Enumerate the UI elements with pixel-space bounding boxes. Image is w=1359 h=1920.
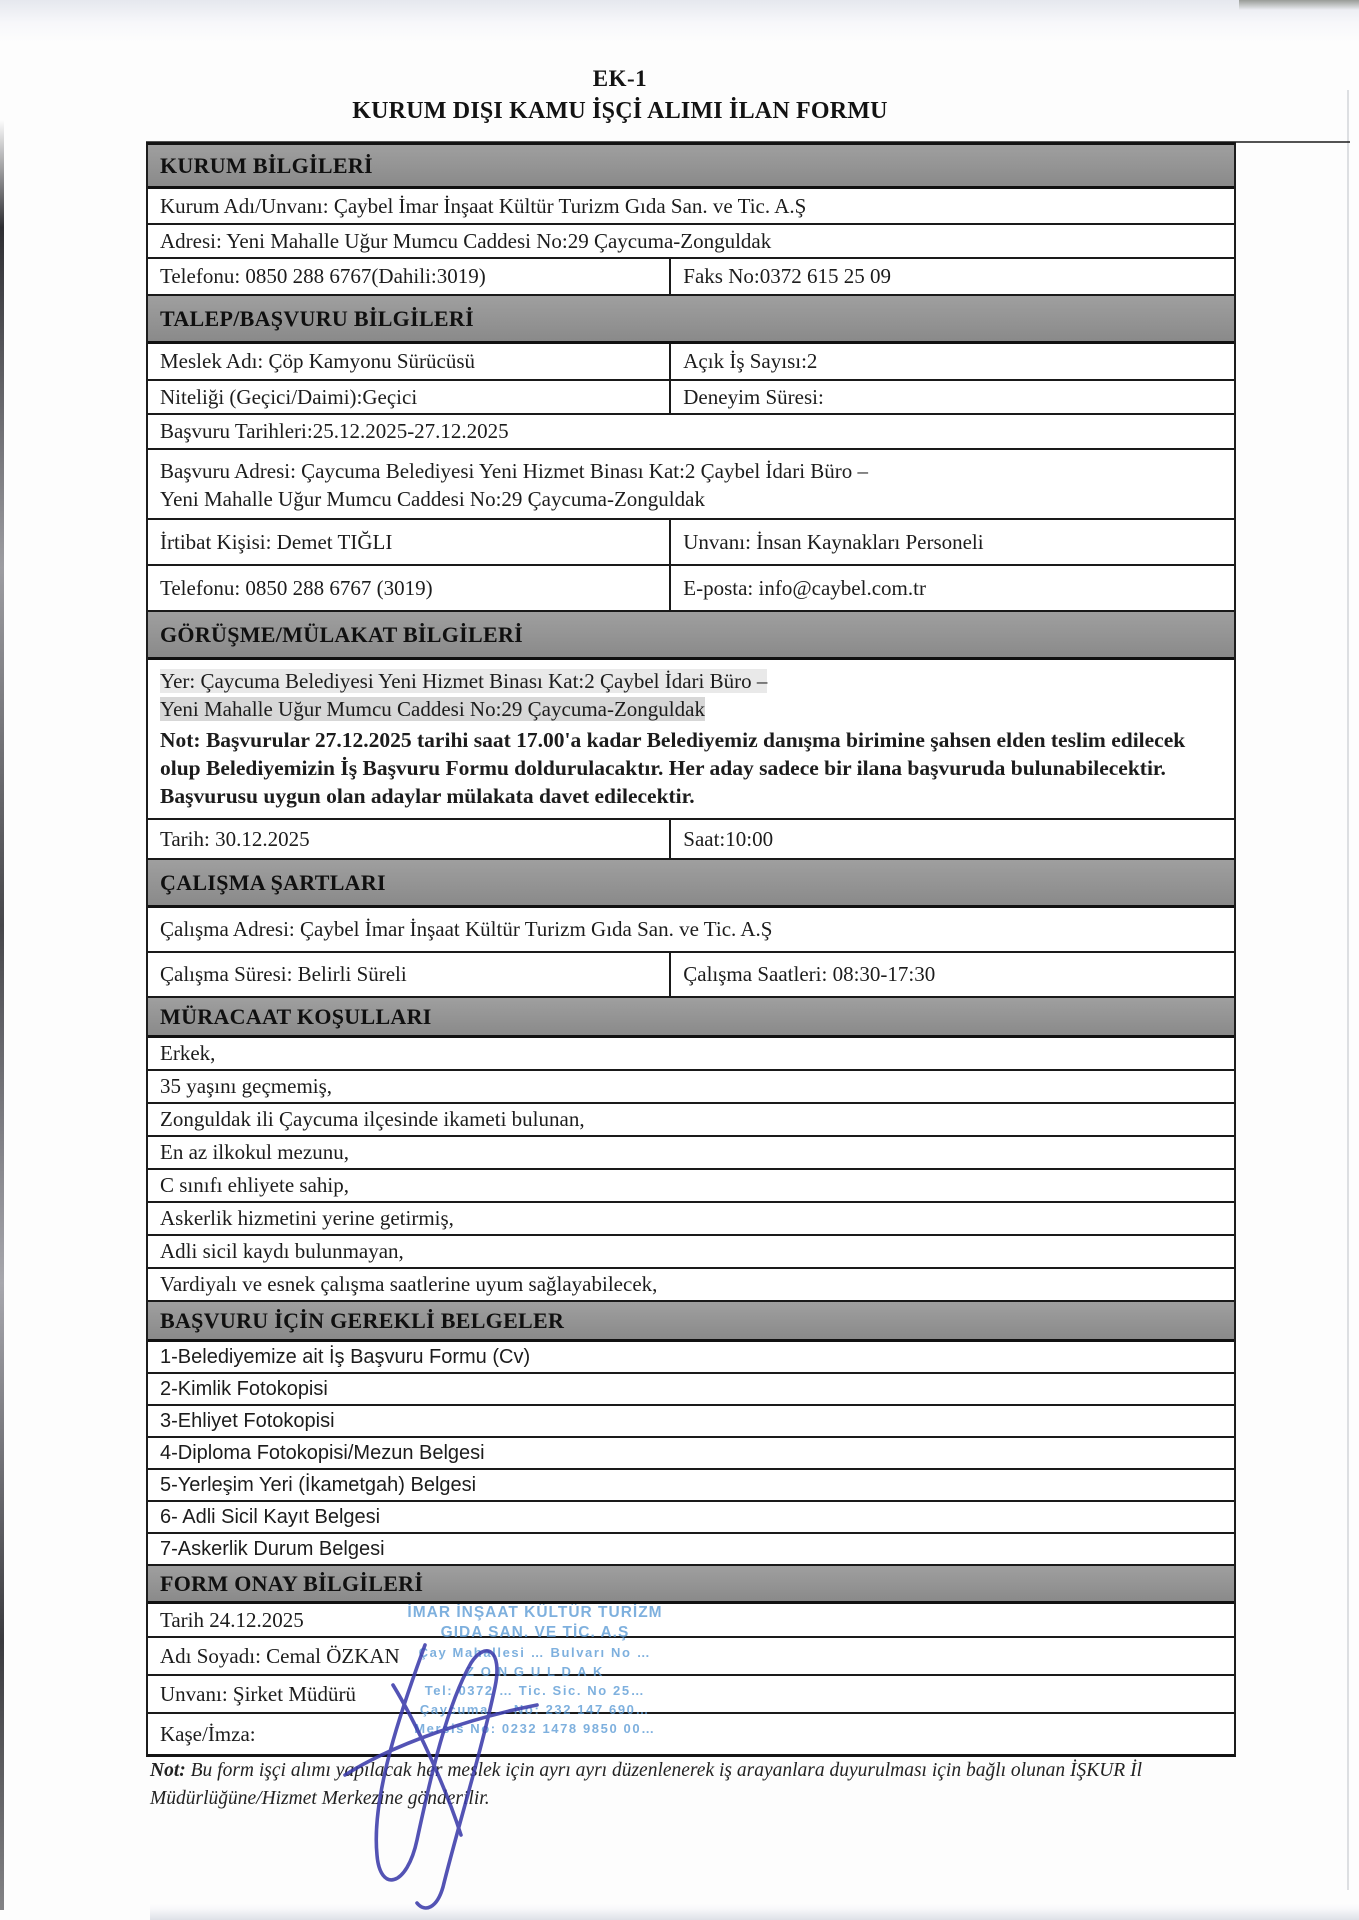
muracaat-text: Vardiyalı ve esnek çalışma saatlerine uyum sağlayabilecek, <box>160 1272 658 1296</box>
muracaat-text: Askerlik hizmetini yerine getirmiş, <box>160 1206 454 1230</box>
muracaat-item <box>148 1104 1234 1137</box>
field-calisma-suresi: Çalışma Süresi: Belirli Süreli <box>160 962 407 986</box>
row-basvuru-adresi <box>148 450 1234 520</box>
section-header-muracaat-kosullari <box>148 998 1234 1038</box>
muracaat-item <box>148 1236 1234 1269</box>
cell-acik-is <box>669 344 1234 379</box>
stamp-line: Çay Mahallesi … Bulvarı No … <box>418 1645 652 1660</box>
row-kurum-adi <box>148 189 1234 225</box>
cell-calisma-suresi <box>148 953 669 996</box>
cell-irtibat <box>148 520 669 564</box>
row-nitelik-deneyim <box>148 381 1234 415</box>
field-kase-imza: Kaşe/İmza: <box>160 1721 256 1746</box>
page-edge-line <box>1347 90 1349 1890</box>
stamp-line: Z O N G U L D A K <box>466 1664 604 1679</box>
cell-telefon <box>148 259 669 294</box>
row-adres <box>148 225 1234 259</box>
field-onay-tarih: Tarih 24.12.2025 <box>160 1607 304 1632</box>
field-mulakat-tarih: Tarih: 30.12.2025 <box>160 826 310 851</box>
section-header-calisma-sartlari <box>148 860 1234 908</box>
muracaat-text: C sınıfı ehliyete sahip, <box>160 1173 349 1197</box>
belge-item <box>148 1470 1234 1502</box>
row-kase-imza <box>148 1714 1234 1754</box>
section-title: FORM ONAY BİLGİLERİ <box>160 1570 424 1596</box>
field-adres: Adresi: Yeni Mahalle Uğur Mumcu Caddesi No:29 Çaycuma-Zonguldak <box>160 228 772 253</box>
cell-mulakat-saat <box>669 820 1234 858</box>
belge-text: 4-Diploma Fotokopisi/Mezun Belgesi <box>160 1441 485 1464</box>
field-gorusme-not: Not: Başvurular 27.12.2025 tarihi saat 17.00'a kadar Belediyemiz danışma birimine şahsen elden teslim edilecek olup Belediyemizin İş Başvuru Formu doldurulacaktır. Her aday sadece bir ilana başvuruda bulunabilecektir. Başvurusu uygun olan adaylar mülakata davet edilecektir. <box>160 727 1186 809</box>
cell-deneyim <box>669 381 1234 413</box>
section-title: BAŞVURU İÇİN GEREKLİ BELGELER <box>160 1307 565 1333</box>
belge-text: 1-Belediyemize ait İş Başvuru Formu (Cv) <box>160 1345 531 1368</box>
field-kurum-adi: Kurum Adı/Unvanı: Çaybel İmar İnşaat Kültür Turizm Gıda San. ve Tic. A.Ş <box>160 193 807 218</box>
section-header-kurum-bilgileri <box>148 145 1234 189</box>
belge-item <box>148 1438 1234 1470</box>
cell-nitelik <box>148 381 669 413</box>
cell-meslek <box>148 344 669 379</box>
field-acik-is: Açık İş Sayısı:2 <box>683 349 818 373</box>
row-telefon-faks <box>148 259 1234 296</box>
scan-artifact-left <box>0 120 4 1910</box>
section-title: TALEP/BAŞVURU BİLGİLERİ <box>160 305 474 331</box>
muracaat-text: Zonguldak ili Çaycuma ilçesinde ikameti bulunan, <box>160 1107 585 1131</box>
scan-artifact-bottom <box>150 1904 1359 1920</box>
field-calisma-adresi: Çalışma Adresi: Çaybel İmar İnşaat Kültür Turizm Gıda San. ve Tic. A.Ş <box>160 917 773 941</box>
muracaat-text: En az ilkokul mezunu, <box>160 1140 349 1164</box>
muracaat-item <box>148 1038 1234 1071</box>
field-yer-line1: Yer: Çaycuma Belediyesi Yeni Hizmet Binası Kat:2 Çaybel İdari Büro – <box>160 669 768 693</box>
field-onay-adi-soyadi: Adı Soyadı: Cemal ÖZKAN <box>160 1643 400 1668</box>
muracaat-item <box>148 1203 1234 1236</box>
belge-text: 6- Adli Sicil Kayıt Belgesi <box>160 1505 381 1528</box>
row-tarih-saat <box>148 820 1234 860</box>
stamp-line: Tel: 0372 … Tic. Sic. No 25… <box>424 1683 646 1698</box>
belge-item <box>148 1502 1234 1534</box>
muracaat-text: Adli sicil kaydı bulunmayan, <box>160 1239 404 1263</box>
field-deneyim: Deneyim Süresi: <box>683 384 824 409</box>
section-title: MÜRACAAT KOŞULLARI <box>160 1003 432 1029</box>
field-eposta: E-posta: info@caybel.com.tr <box>683 575 926 600</box>
field-calisma-saatleri: Çalışma Saatleri: 08:30-17:30 <box>683 962 936 986</box>
row-irtibat-unvan <box>148 520 1234 566</box>
section-title: ÇALIŞMA ŞARTLARI <box>160 869 386 895</box>
row-onay-unvan <box>148 1676 1234 1714</box>
form-tag: EK-1 <box>592 66 648 91</box>
cell-unvan <box>669 520 1234 564</box>
stamp-line: Mersis No: 0232 1478 9850 00… <box>414 1721 656 1736</box>
muracaat-text: Erkek, <box>160 1041 216 1065</box>
stamp-line: Çaycuma … No: 232 147 690… <box>419 1702 651 1717</box>
row-calisma-adresi <box>148 908 1234 953</box>
belge-text: 3-Ehliyet Fotokopisi <box>160 1409 335 1432</box>
section-header-talep-basvuru <box>148 296 1234 344</box>
muracaat-item <box>148 1137 1234 1170</box>
field-mulakat-saat: Saat:10:00 <box>683 826 774 851</box>
scan-artifact-top <box>0 0 1359 42</box>
muracaat-text: 35 yaşını geçmemiş, <box>160 1074 333 1098</box>
cell-telefon2 <box>148 566 669 610</box>
field-yer-line2: Yeni Mahalle Uğur Mumcu Caddesi No:29 Çaycuma-Zonguldak <box>160 697 705 722</box>
stamp-line: İMAR İNŞAAT KÜLTÜR TURİZM <box>407 1604 663 1621</box>
field-faks: Faks No:0372 615 25 09 <box>683 264 891 288</box>
row-sure-saatler <box>148 953 1234 998</box>
belge-text: 7-Askerlik Durum Belgesi <box>160 1537 385 1560</box>
field-meslek: Meslek Adı: Çöp Kamyonu Sürücüsü <box>160 349 475 373</box>
muracaat-item <box>148 1170 1234 1203</box>
belge-text: 5-Yerleşim Yeri (İkametgah) Belgesi <box>160 1473 477 1496</box>
stamp-line: GIDA SAN. VE TİC. A.Ş <box>440 1624 630 1641</box>
row-telefon-eposta <box>148 566 1234 612</box>
row-gorusme-detay <box>148 660 1234 820</box>
row-onay-tarih <box>148 1604 1234 1638</box>
section-title: KURUM BİLGİLERİ <box>160 152 373 178</box>
cell-calisma-saatleri <box>669 953 1234 996</box>
section-title: GÖRÜŞME/MÜLAKAT BİLGİLERİ <box>160 621 524 647</box>
belge-text: 2-Kimlik Fotokopisi <box>160 1377 328 1400</box>
form-table <box>146 142 1236 1757</box>
footnote-label: Not: <box>150 1760 186 1781</box>
cell-eposta <box>669 566 1234 610</box>
muracaat-item <box>148 1269 1234 1302</box>
footnote <box>150 1757 1230 1814</box>
cell-faks <box>669 259 1234 294</box>
field-nitelik: Niteliği (Geçici/Daimi):Geçici <box>160 384 418 409</box>
row-onay-adi-soyadi <box>148 1638 1234 1676</box>
document-titles <box>0 66 1240 125</box>
field-basvuru-tarihleri: Başvuru Tarihleri:25.12.2025-27.12.2025 <box>160 419 509 443</box>
field-unvan: Unvanı: İnsan Kaynakları Personeli <box>683 529 984 554</box>
row-meslek-acikis <box>148 344 1234 381</box>
belge-item <box>148 1342 1234 1374</box>
field-basvuru-adresi-line1: Başvuru Adresi: Çaycuma Belediyesi Yeni Hizmet Binası Kat:2 Çaybel İdari Büro – <box>160 459 869 483</box>
belge-item <box>148 1406 1234 1438</box>
section-header-form-onay <box>148 1566 1234 1604</box>
field-telefon2: Telefonu: 0850 288 6767 (3019) <box>160 575 433 600</box>
section-header-gerekli-belgeler <box>148 1302 1234 1342</box>
field-irtibat: İrtibat Kişisi: Demet TIĞLI <box>160 529 393 554</box>
cell-mulakat-tarih <box>148 820 669 858</box>
section-header-gorusme-mulakat <box>148 612 1234 660</box>
belge-item <box>148 1534 1234 1566</box>
belge-item <box>148 1374 1234 1406</box>
form-title: KURUM DIŞI KAMU İŞÇİ ALIMI İLAN FORMU <box>352 98 888 124</box>
row-basvuru-tarihleri <box>148 415 1234 450</box>
muracaat-item <box>148 1071 1234 1104</box>
field-basvuru-adresi-line2: Yeni Mahalle Uğur Mumcu Caddesi No:29 Çaycuma-Zonguldak <box>160 487 705 512</box>
footnote-text: Bu form işçi alımı yapılacak her meslek için ayrı ayrı düzenlenerek iş arayanlara duyurulması için bağlı olunan İŞKUR İl Müdürlüğüne/Hizmet Merkezine gönderilir. <box>150 1760 1143 1810</box>
field-onay-unvan: Unvanı: Şirket Müdürü <box>160 1681 356 1706</box>
field-telefon: Telefonu: 0850 288 6767(Dahili:3019) <box>160 264 486 288</box>
